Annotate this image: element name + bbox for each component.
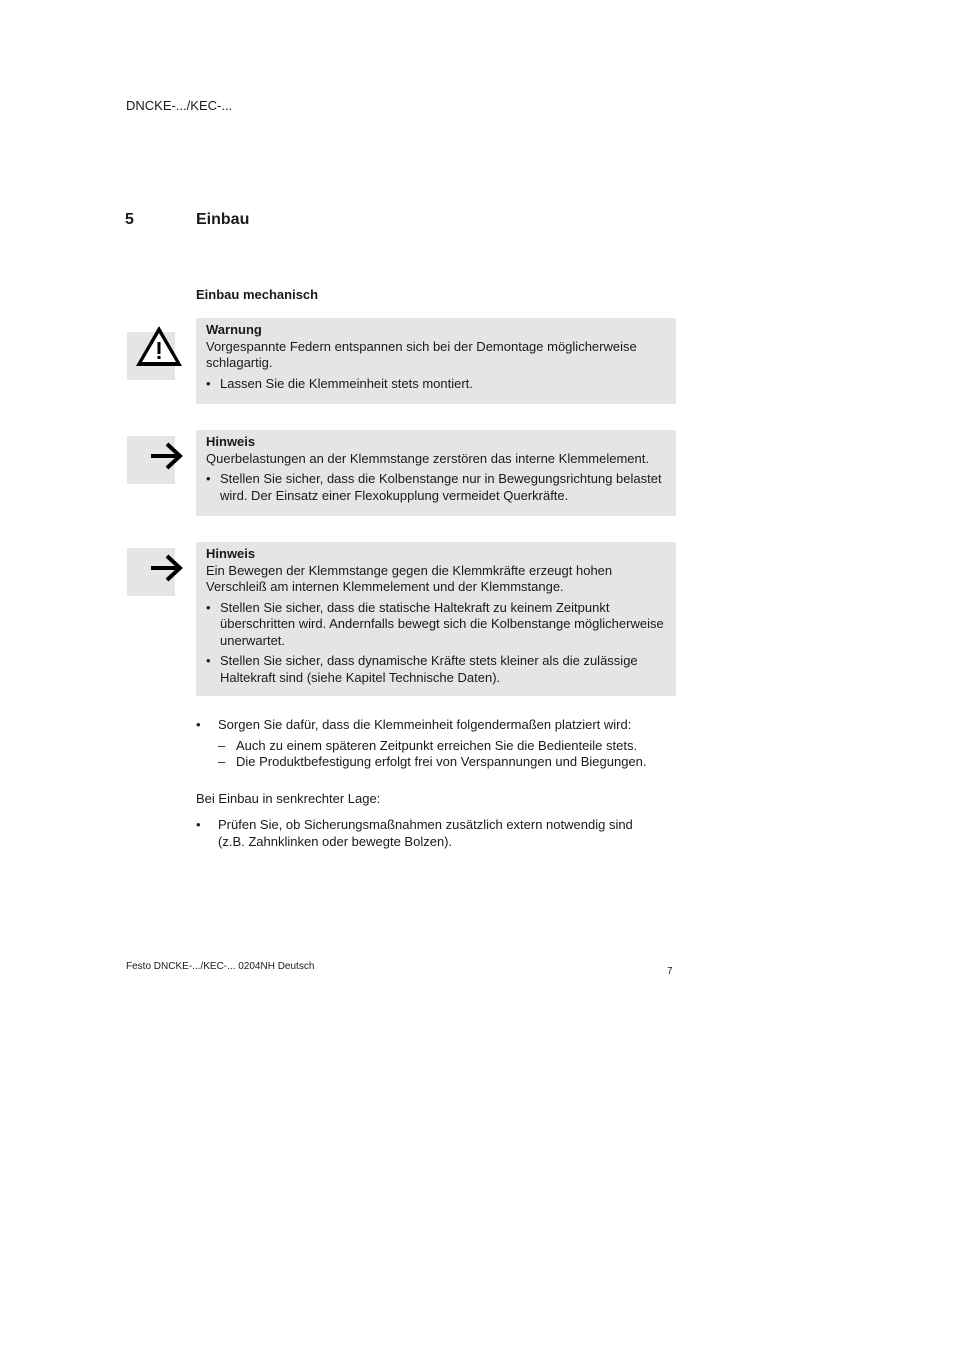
notice-bullet: • Lassen Sie die Klemmeinheit stets montiert.: [206, 376, 664, 393]
notice-bullet: • Stellen Sie sicher, dass die Kolbenstange nur in Bewegungsrichtung belastet wird. Der Einsatz einer Flexokupplung vermeidet Querkräfte.: [206, 471, 664, 504]
dash-marker: –: [218, 737, 226, 753]
warning-notice: [196, 318, 676, 404]
bullet-marker: •: [196, 817, 201, 832]
notice-text: Querbelastungen an der Klemmstange zerstören das interne Klemmelement.: [206, 450, 649, 466]
list-item: [196, 717, 676, 734]
page-number: 7: [667, 966, 673, 977]
warning-icon-box: [127, 332, 175, 380]
sub-list-item: [218, 754, 676, 771]
sub-item-text: Die Produktbefestigung erfolgt frei von Verspannungen und Biegungen.: [236, 754, 647, 769]
list-item: [196, 817, 656, 850]
notice-bullet: • Stellen Sie sicher, dass dynamische Kräfte stets kleiner als die zulässige Haltekraft sind (siehe Kapitel Technische Daten).: [206, 653, 664, 686]
warning-triangle-icon: [127, 332, 175, 380]
placement-list: [196, 717, 676, 771]
section-title: Einbau: [196, 211, 250, 228]
hint-notice-1: [196, 430, 676, 516]
notice-text: Ein Bewegen der Klemmstange gegen die Klemmkräfte erzeugt hohen Verschleiß am internen Klemmelement und der Klemmstange.: [206, 562, 613, 594]
sub-item-text: Auch zu einem späteren Zeitpunkt erreichen Sie die Bedienteile stets.: [236, 737, 638, 753]
dash-marker: –: [218, 754, 226, 769]
notice-title: Hinweis: [206, 546, 256, 561]
hint-icon-box: [127, 436, 175, 484]
notice-bullet: • Stellen Sie sicher, dass die statische Haltekraft zu keinem Zeitpunkt überschritten wird. Andernfalls bewegt sich die Kolbenstange möglicherweise unerwartet.: [206, 600, 664, 650]
arrow-right-icon: [127, 436, 175, 484]
hint-icon-box: [127, 548, 175, 596]
notice-title: Hinweis: [206, 434, 256, 449]
footer-doc-info: Festo DNCKE-.../KEC-... 0204NH Deutsch: [126, 961, 315, 972]
section-number: 5: [125, 211, 134, 228]
vertical-list: [196, 817, 656, 850]
notice-text: Vorgespannte Federn entspannen sich bei der Demontage möglicherweise schlagartig.: [206, 338, 637, 370]
list-item-text: Sorgen Sie dafür, dass die Klemmeinheit folgendermaßen platziert wird:: [218, 717, 632, 732]
arrow-right-icon: [127, 548, 175, 596]
running-header: DNCKE-.../KEC-...: [126, 98, 233, 113]
bullet-marker: •: [196, 717, 201, 732]
notice-title: Warnung: [206, 322, 262, 337]
hint-notice-2: [196, 542, 676, 696]
subheading: Einbau mechanisch: [196, 287, 319, 302]
sub-list-item: [218, 738, 676, 755]
list-item-text: Prüfen Sie, ob Sicherungsmaßnahmen zusätzlich extern notwendig sind (z.B. Zahnklinken oder bewegte Bolzen).: [218, 817, 633, 849]
vertical-intro: Bei Einbau in senkrechter Lage:: [196, 791, 381, 806]
